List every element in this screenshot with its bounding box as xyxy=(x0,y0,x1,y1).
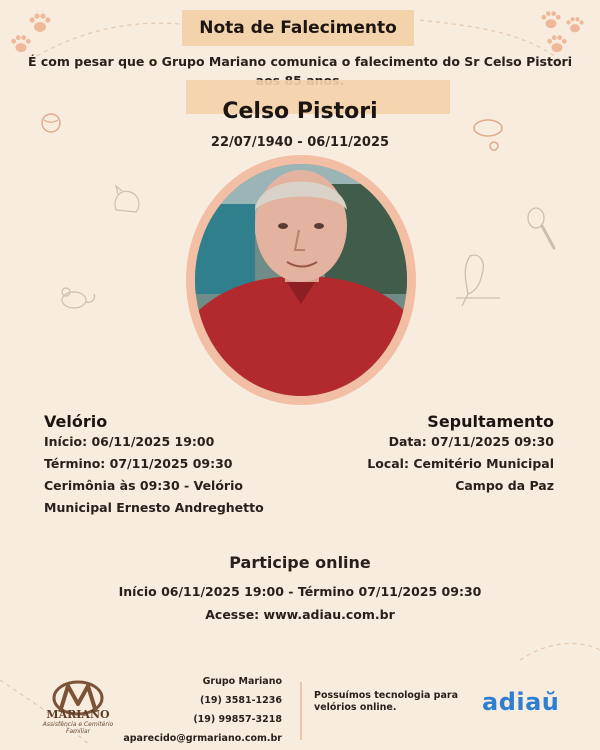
sepultamento-title: Sepultamento xyxy=(427,412,554,431)
intro-line-1: É com pesar que o Grupo Mariano comunica o falecimento do Sr Celso Pistori xyxy=(27,54,572,69)
deceased-name: Celso Pistori xyxy=(222,99,378,124)
burial-location-line-1: Local: Cemitério Municipal xyxy=(367,456,554,471)
cat-outline-icon xyxy=(108,180,150,220)
life-dates: 22/07/1940 - 06/11/2025 xyxy=(210,135,390,150)
ceremony-line-1: Cerimônia às 09:30 - Velório xyxy=(44,478,243,493)
tech-note: Possuímos tecnologia para velórios online. xyxy=(314,690,458,713)
velorio-section xyxy=(44,412,314,519)
ceremony-line-2: Municipal Ernesto Andreghetto xyxy=(44,500,264,515)
portrait-photo xyxy=(195,164,407,396)
page-title: Nota de Falecimento xyxy=(199,18,397,38)
company-name: Grupo Mariano xyxy=(202,676,282,687)
burial-date: Data: 07/11/2025 09:30 xyxy=(388,434,554,449)
adiau-brand-logo[interactable]: adiaŭ xyxy=(482,688,560,716)
online-title: Participe online xyxy=(229,553,371,572)
footer-divider xyxy=(300,682,302,740)
phone-1[interactable]: (19) 3581-1236 xyxy=(199,695,282,706)
velorio-start: Início: 06/11/2025 19:00 xyxy=(44,434,215,449)
mouse-icon xyxy=(56,284,98,314)
logo-tagline-text: Assistência e Cemitério Familiar xyxy=(42,721,114,735)
bird-icon xyxy=(450,248,506,310)
online-period: Início 06/11/2025 19:00 - Término 07/11/2025 09:30 xyxy=(118,584,482,599)
velorio-title: Velório xyxy=(44,412,108,431)
logo-name: MARIANO xyxy=(46,708,110,721)
contact-block xyxy=(123,672,282,748)
sepultamento-section xyxy=(314,412,554,497)
phone-2[interactable]: (19) 99857-3218 xyxy=(193,714,282,725)
brush-icon xyxy=(524,206,560,254)
burial-location-line-2: Campo da Paz xyxy=(455,478,554,493)
contact-email[interactable]: aparecido@grmariano.com.br xyxy=(123,733,282,744)
title-banner xyxy=(182,10,414,46)
online-access-link[interactable]: Acesse: www.adiau.com.br xyxy=(205,607,395,622)
velorio-end: Término: 07/11/2025 09:30 xyxy=(44,456,233,471)
logo-tagline xyxy=(32,708,124,735)
